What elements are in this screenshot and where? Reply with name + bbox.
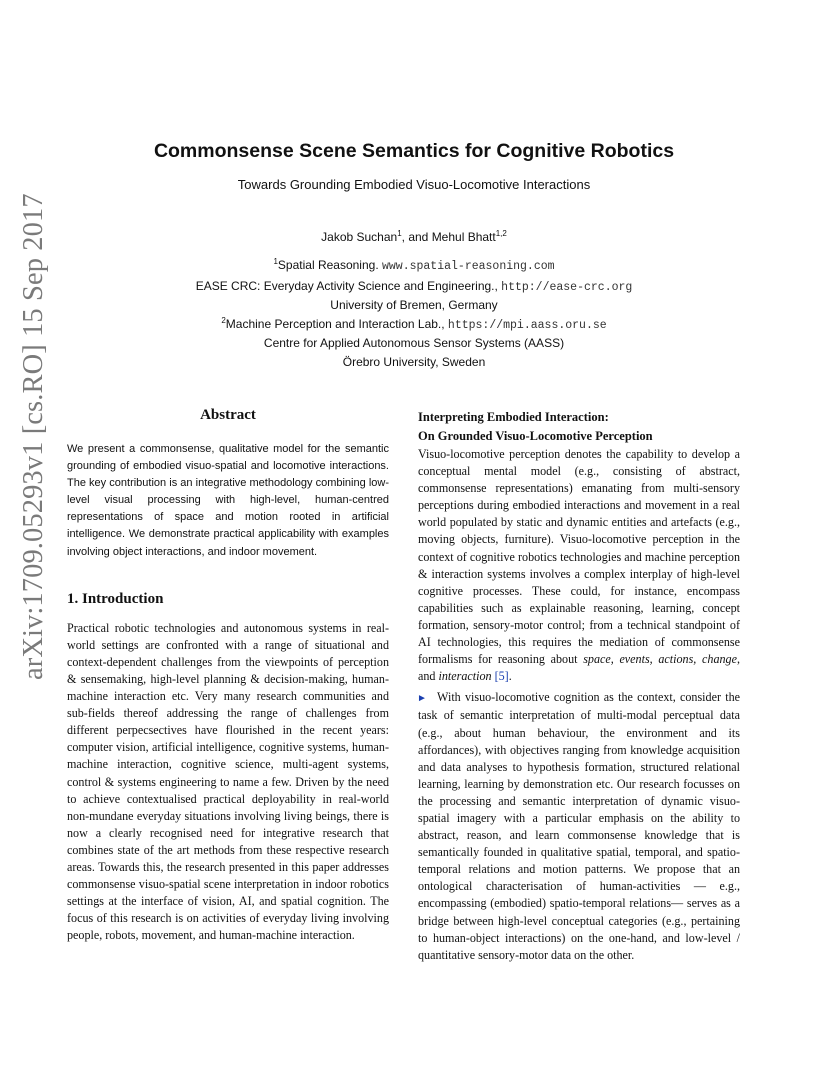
paragraph-text: . bbox=[508, 669, 512, 684]
author-affiliation-mark: 1 bbox=[397, 229, 402, 238]
abstract-heading: Abstract bbox=[200, 407, 256, 423]
paragraph-text: Visuo-locomotive perception denotes the capability to develop a conceptual mental model (e.g., consisting of abstract, commonsense representations) emanating from multi-sensory perceptions during embodied interactions and movement in a real world populated by static and dynamic entities and artefacts (e.g., moving objects, furniture). Visuo-locomotive perception in the context of cognitive robotics technologies and machine perception & interaction systems involves a complex interplay of high-level cognitive processes. These could, for instance, encompass capabilities such as explainable reasoning, learning, concept formation, sensory-motor control; from a technical standpoint of AI technologies, this requires the mediation of commonsense formalisms for reasoning about bbox=[418, 447, 740, 667]
emphasis-text: space, events, actions, change bbox=[583, 652, 737, 667]
affiliation-line bbox=[0, 317, 828, 332]
paragraph bbox=[418, 689, 740, 964]
author-name: Mehul Bhatt bbox=[431, 230, 496, 244]
affiliation-url[interactable]: https://mpi.aass.oru.se bbox=[447, 319, 607, 332]
affiliation-url[interactable]: www.spatial-reasoning.com bbox=[382, 260, 555, 273]
right-pointer-icon: ► bbox=[417, 693, 427, 705]
paragraph-text: With visuo-locomotive cognition as the context, consider the task of semantic interpretation of multi-modal perceptual data (e.g., about human behaviour, the environment and its affordances), with objectives ranging from knowledge acquisition and data analyses to hypothesis formation, structured relational learning, learning by demonstration etc. Our research focusses on the processing and semantic interpretation of dynamic visuo-spatial imagery with a particular emphasis on the ability to abstract, reason, and learn commonsense knowledge that is semantically founded in qualitative spatial, temporal, and spatio-temporal relations and motion patterns. We propose that an ontological characterisation of human-activities — e.g., encompassing (embodied) spatio-temporal relations— serves as a bridge between high-level conceptual categories (e.g., pertaining to human-object interactions) on the one-hand, and low-level / quantitative sensory-motor data on the other. bbox=[418, 690, 740, 962]
citation-link[interactable]: [5] bbox=[494, 669, 509, 684]
emphasis-text: interaction bbox=[438, 669, 492, 684]
author-name: Jakob Suchan bbox=[321, 230, 398, 244]
abstract-body: We present a commonsense, qualitative model for the semantic grounding of embodied visuo-spatial and locomotive interactions. The key contribution is an integrative methodology combining low-level visual processing with high-level, human-centred representations of space and motion rooted in artificial intelligence. We demonstrate practical applicability with examples involving object interactions, and indoor movement. bbox=[67, 443, 389, 558]
affiliation-name: Machine Perception and Interaction Lab., bbox=[225, 317, 448, 331]
affiliation-name: Spatial Reasoning. bbox=[277, 258, 382, 272]
author-affiliation-mark: 1,2 bbox=[495, 229, 507, 238]
author-list bbox=[0, 230, 828, 244]
affiliation-url[interactable]: http://ease-crc.org bbox=[501, 281, 633, 294]
author-separator: , and bbox=[401, 230, 432, 244]
affiliation-mark: 2 bbox=[221, 316, 226, 325]
affiliation-line: Centre for Applied Autonomous Sensor Systems (AASS) bbox=[263, 336, 565, 350]
paper-title: Commonsense Scene Semantics for Cognitive Robotics bbox=[153, 140, 675, 162]
section-subheading: On Grounded Visuo-Locomotive Perception bbox=[418, 429, 653, 443]
introduction-heading: 1. Introduction bbox=[67, 590, 164, 607]
affiliation-line: Örebro University, Sweden bbox=[342, 355, 486, 369]
affiliation-name: EASE CRC: Everyday Activity Science and Engineering., bbox=[195, 279, 502, 293]
paragraph-text: , and bbox=[418, 652, 740, 684]
affiliation-mark: 1 bbox=[273, 257, 278, 266]
section-heading: Interpreting Embodied Interaction: bbox=[418, 410, 609, 424]
arxiv-identifier: arXiv:1709.05293v1 [cs.RO] 15 Sep 2017 bbox=[18, 193, 49, 680]
affiliation-line bbox=[0, 279, 828, 294]
left-column bbox=[67, 407, 389, 944]
affiliation-line: University of Bremen, Germany bbox=[330, 298, 498, 312]
introduction-body: Practical robotic technologies and autonomous systems in real-world settings are confronted with a range of situational and context-dependent challenges from the viewpoints of perception & sensemaking, high-level planning & decision-making, human-machine interaction etc. Very many research communities and sub-fields thereof addressing the range of challenges from different perpecsectives have flourished in the recent years: computer vision, artificial intelligence, cognitive systems, human-machine interaction, cognitive science, multi-agent systems, control & systems engineering to name a few. Driven by the need to achieve contextualised practical deployability in real-world non-mundane everyday situations involving living beings, there is now a clearly recognised need for integrative research that combines state of the art methods from these respective research areas. Towards this, the research presented in this paper addresses commonsense visuo-spatial scene interpretation in indoor robotics settings at the interface of vision, AI, and spatial cognition. The focus of this research is on activities of everyday living involving people, robots, movement, and human-machine interaction. bbox=[67, 620, 389, 943]
affiliation-line bbox=[0, 258, 828, 273]
paper-subtitle: Towards Grounding Embodied Visuo-Locomotive Interactions bbox=[237, 177, 591, 192]
paragraph bbox=[418, 446, 740, 685]
right-column bbox=[418, 407, 740, 964]
